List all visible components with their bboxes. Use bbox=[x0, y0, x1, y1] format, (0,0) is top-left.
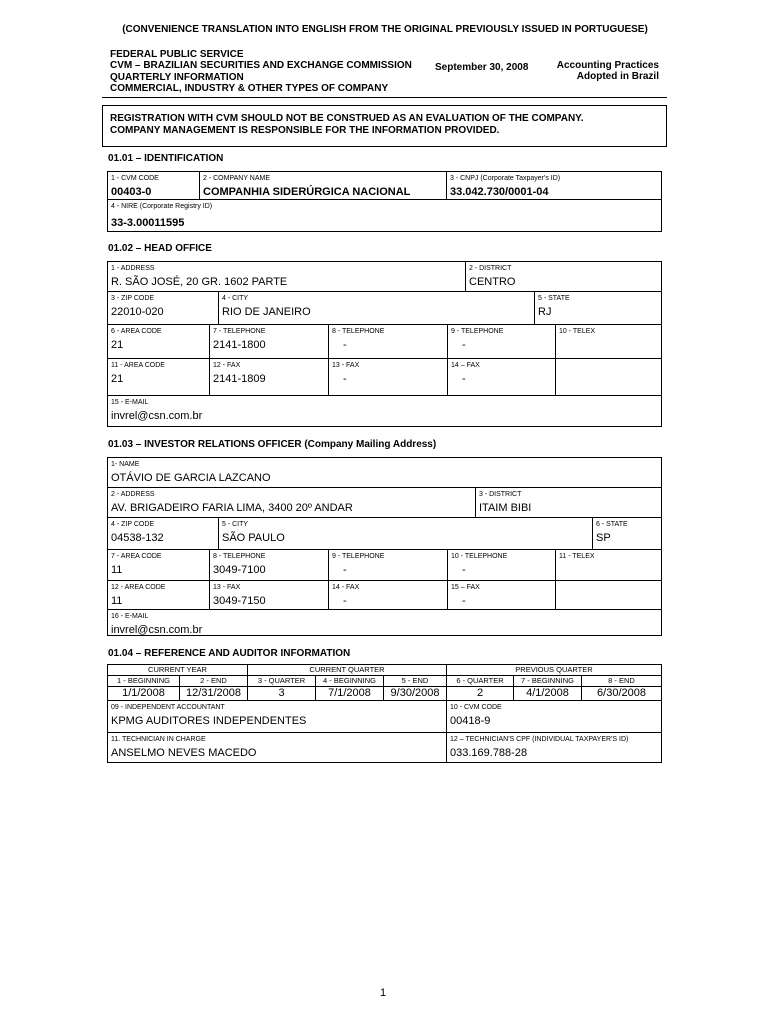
field-label: 4 - ZIP CODE bbox=[111, 521, 155, 528]
field-value: 1/1/2008 bbox=[122, 687, 165, 699]
period-value bbox=[383, 686, 447, 701]
field-label: 10 - TELEX bbox=[559, 328, 596, 335]
field-value: ANSELMO NEVES MACEDO bbox=[111, 747, 257, 759]
header-line4: COMMERCIAL, INDUSTRY & OTHER TYPES OF COMPANY bbox=[110, 83, 389, 94]
page-number: 1 bbox=[380, 987, 387, 999]
header-line1: FEDERAL PUBLIC SERVICE bbox=[110, 49, 244, 60]
field-fax3 bbox=[447, 580, 556, 610]
field-value: 7/1/2008 bbox=[328, 687, 371, 699]
field-area1 bbox=[107, 324, 210, 359]
field-email bbox=[107, 609, 662, 636]
column-label: 8 - END bbox=[608, 676, 635, 685]
field-value: - bbox=[343, 564, 347, 576]
column-label: 4 - BEGINNING bbox=[323, 676, 376, 685]
column-label: 2 - END bbox=[200, 676, 227, 685]
field-tel3 bbox=[447, 549, 556, 581]
field-accountant-cvm-code bbox=[446, 700, 662, 733]
field-value: invrel@csn.com.br bbox=[111, 624, 203, 636]
column-label: 3 - QUARTER bbox=[257, 676, 306, 685]
field-company-name bbox=[199, 171, 447, 200]
section-heading-investor-relations: 01.03 – INVESTOR RELATIONS OFFICER (Company Mailing Address) bbox=[108, 439, 437, 450]
field-zip bbox=[107, 291, 219, 325]
field-value: 3 bbox=[278, 687, 285, 699]
field-value: 21 bbox=[111, 339, 124, 351]
header-line2: CVM – BRAZILIAN SECURITIES AND EXCHANGE COMMISSION bbox=[110, 60, 412, 71]
field-value: - bbox=[462, 339, 466, 351]
column-label: 6 - QUARTER bbox=[456, 676, 504, 685]
section-heading-head-office: 01.02 – HEAD OFFICE bbox=[108, 243, 212, 254]
empty-cell bbox=[555, 580, 662, 610]
field-label: 12 - AREA CODE bbox=[111, 584, 166, 591]
practices-line2: Adopted in Brazil bbox=[576, 71, 659, 82]
field-label: 15 - E-MAIL bbox=[111, 399, 149, 406]
field-label: 10 - TELEPHONE bbox=[451, 553, 508, 560]
document-title: (CONVENIENCE TRANSLATION INTO ENGLISH FROM THE ORIGINAL PREVIOUSLY ISSUED IN PORTUGUESE) bbox=[122, 24, 648, 35]
column-label: CURRENT QUARTER bbox=[309, 665, 385, 674]
field-label: 9 - TELEPHONE bbox=[451, 328, 504, 335]
column-label: PREVIOUS QUARTER bbox=[515, 665, 593, 674]
field-address bbox=[107, 261, 466, 292]
period-value bbox=[179, 686, 248, 701]
field-value: COMPANHIA SIDERÚRGICA NACIONAL bbox=[203, 186, 411, 198]
field-label: 3 - CNPJ (Corporate Taxpayer's ID) bbox=[450, 175, 561, 182]
field-label: 12 - FAX bbox=[213, 362, 241, 369]
field-label: 11 - AREA CODE bbox=[111, 362, 165, 369]
field-value: 2141-1809 bbox=[213, 373, 266, 385]
field-label: 6 - STATE bbox=[596, 521, 628, 528]
field-label: 12 – TECHNICIAN'S CPF (INDIVIDUAL TAXPAYER'S ID) bbox=[450, 736, 629, 743]
field-telex bbox=[555, 324, 662, 359]
field-label: 1 - CVM CODE bbox=[111, 175, 159, 182]
field-value: 9/30/2008 bbox=[390, 687, 440, 699]
field-zip bbox=[107, 517, 219, 550]
header-block bbox=[102, 44, 667, 98]
field-value: RIO DE JANEIRO bbox=[222, 306, 311, 318]
field-area2 bbox=[107, 580, 210, 610]
column-label: 7 - BEGINNING bbox=[521, 676, 574, 685]
field-tel2 bbox=[328, 549, 448, 581]
field-label: 8 - TELEPHONE bbox=[332, 328, 385, 335]
field-value: SÃO PAULO bbox=[222, 532, 285, 544]
notice-box bbox=[102, 105, 667, 147]
field-value: 2 bbox=[476, 687, 484, 699]
field-label: 1 - ADDRESS bbox=[111, 265, 155, 272]
field-district bbox=[475, 487, 662, 518]
field-label: 10 - CVM CODE bbox=[450, 704, 502, 711]
field-value: - bbox=[462, 564, 466, 576]
field-label: 5 - STATE bbox=[538, 295, 570, 302]
period-value bbox=[315, 686, 384, 701]
field-label: 1- NAME bbox=[111, 461, 140, 468]
field-value: 4/1/2008 bbox=[526, 687, 569, 699]
field-value: 22010-020 bbox=[111, 306, 164, 318]
field-label: 8 - TELEPHONE bbox=[213, 553, 266, 560]
field-fax1 bbox=[209, 580, 329, 610]
field-fax2 bbox=[328, 580, 448, 610]
field-value: KPMG AUDITORES INDEPENDENTES bbox=[111, 715, 307, 727]
field-value: 3049-7100 bbox=[213, 564, 266, 576]
field-value: 2141-1800 bbox=[213, 339, 266, 351]
field-city bbox=[218, 517, 593, 550]
practices-line1: Accounting Practices bbox=[556, 60, 659, 71]
field-value: 3049-7150 bbox=[213, 595, 266, 607]
field-value: 033.169.788-28 bbox=[450, 747, 528, 759]
field-value: 6/30/2008 bbox=[597, 687, 646, 699]
field-value: RJ bbox=[538, 306, 552, 318]
column-label: 5 - END bbox=[401, 676, 429, 685]
field-value: - bbox=[462, 595, 466, 607]
field-value: 33-3.00011595 bbox=[111, 217, 185, 229]
field-value: ITAIM BIBI bbox=[479, 502, 532, 514]
notice-line1: REGISTRATION WITH CVM SHOULD NOT BE CONSTRUED AS AN EVALUATION OF THE COMPANY. bbox=[110, 113, 584, 124]
notice-line2: COMPANY MANAGEMENT IS RESPONSIBLE FOR THE INFORMATION PROVIDED. bbox=[110, 125, 500, 136]
header-line3: QUARTERLY INFORMATION bbox=[110, 72, 244, 83]
field-nire bbox=[107, 199, 662, 232]
section-heading-identification: 01.01 – IDENTIFICATION bbox=[108, 153, 224, 164]
field-value: - bbox=[462, 373, 466, 385]
field-state bbox=[534, 291, 662, 325]
field-label: 4 - CITY bbox=[222, 295, 249, 302]
field-value: OTÁVIO DE GARCIA LAZCANO bbox=[111, 472, 271, 484]
field-address bbox=[107, 487, 476, 518]
field-label: 14 - FAX bbox=[332, 584, 360, 591]
field-cnpj bbox=[446, 171, 662, 200]
field-state bbox=[592, 517, 662, 550]
field-value: 00418-9 bbox=[450, 715, 491, 727]
field-email bbox=[107, 395, 662, 427]
field-value: - bbox=[343, 373, 347, 385]
field-value: invrel@csn.com.br bbox=[111, 410, 203, 422]
field-value: AV. BRIGADEIRO FARIA LIMA, 3400 20º ANDAR bbox=[111, 502, 353, 514]
field-value: 21 bbox=[111, 373, 124, 385]
field-label: 11. TECHNICIAN IN CHARGE bbox=[111, 736, 206, 743]
field-value: 12/31/2008 bbox=[185, 687, 242, 699]
field-value: 33.042.730/0001-04 bbox=[450, 186, 549, 198]
field-tel3 bbox=[447, 324, 556, 359]
field-label: 11 - TELEX bbox=[559, 553, 595, 560]
field-value: 00403-0 bbox=[111, 186, 152, 198]
period-value bbox=[247, 686, 316, 701]
field-technician-cpf bbox=[446, 732, 662, 763]
field-tel1 bbox=[209, 549, 329, 581]
field-label: 9 - TELEPHONE bbox=[332, 553, 385, 560]
field-label: 14 – FAX bbox=[451, 362, 480, 369]
field-technician bbox=[107, 732, 447, 763]
field-officer-name bbox=[107, 457, 662, 488]
field-area2 bbox=[107, 358, 210, 396]
field-label: 7 - AREA CODE bbox=[111, 553, 162, 560]
field-label: 2 - COMPANY NAME bbox=[203, 175, 271, 182]
field-label: 7 - TELEPHONE bbox=[213, 328, 266, 335]
field-label: 3 - DISTRICT bbox=[479, 491, 522, 498]
field-value: CENTRO bbox=[469, 276, 516, 288]
field-tel1 bbox=[209, 324, 329, 359]
field-fax3 bbox=[447, 358, 556, 396]
field-value: SP bbox=[596, 532, 611, 544]
empty-cell bbox=[555, 358, 662, 396]
field-label: 15 – FAX bbox=[451, 584, 480, 591]
field-value: 11 bbox=[111, 564, 123, 576]
column-label: 1 - BEGINNING bbox=[117, 676, 170, 685]
field-value: R. SÃO JOSÉ, 20 GR. 1602 PARTE bbox=[111, 276, 288, 288]
field-label: 2 - DISTRICT bbox=[469, 265, 512, 272]
period-value bbox=[107, 686, 180, 701]
field-cvm-code bbox=[107, 171, 200, 200]
field-accountant bbox=[107, 700, 447, 733]
field-area1 bbox=[107, 549, 210, 581]
field-label: 3 - ZIP CODE bbox=[111, 295, 155, 302]
field-value: 11 bbox=[111, 595, 123, 607]
field-tel2 bbox=[328, 324, 448, 359]
field-fax2 bbox=[328, 358, 448, 396]
period-value bbox=[446, 686, 514, 701]
column-label: CURRENT YEAR bbox=[148, 665, 207, 674]
field-label: 16 - E-MAIL bbox=[111, 613, 149, 620]
section-heading-reference: 01.04 – REFERENCE AND AUDITOR INFORMATION bbox=[108, 648, 351, 659]
field-label: 13 - FAX bbox=[213, 584, 241, 591]
period-value bbox=[513, 686, 582, 701]
field-telex bbox=[555, 549, 662, 581]
field-fax1 bbox=[209, 358, 329, 396]
header-practices bbox=[557, 60, 659, 82]
field-label: 5 - CITY bbox=[222, 521, 249, 528]
field-label: 2 - ADDRESS bbox=[111, 491, 155, 498]
field-value: 04538-132 bbox=[111, 532, 164, 544]
field-value: - bbox=[343, 595, 347, 607]
header-date: September 30, 2008 bbox=[435, 62, 529, 73]
period-value bbox=[581, 686, 662, 701]
field-label: 13 - FAX bbox=[332, 362, 360, 369]
field-label: 4 - NIRE (Corporate Registry ID) bbox=[111, 203, 213, 210]
field-label: 6 - AREA CODE bbox=[111, 328, 162, 335]
field-city bbox=[218, 291, 535, 325]
field-district bbox=[465, 261, 662, 292]
field-value: - bbox=[343, 339, 347, 351]
field-label: 09 - INDEPENDENT ACCOUNTANT bbox=[111, 704, 225, 711]
